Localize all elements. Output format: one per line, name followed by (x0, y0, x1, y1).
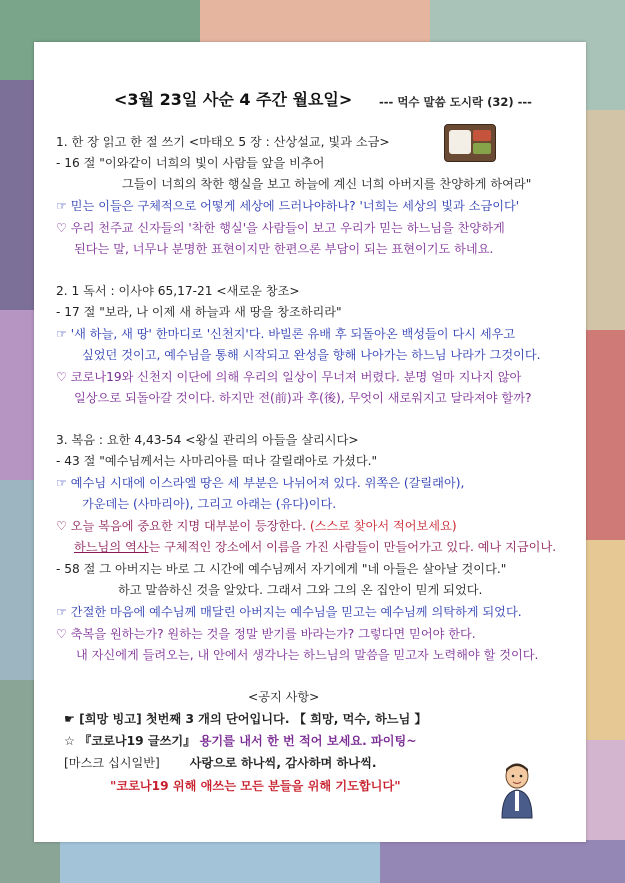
bg-patch (60, 840, 380, 883)
section3-verse58-line1: - 58 절 그 아버지는 바로 그 시간에 예수님께서 자기에게 "네 아들은 살아날 것이다." (56, 562, 507, 576)
section3-note-line2: 가운데는 (사마리아), 그리고 아래는 (유다)이다. (82, 497, 337, 511)
section1-verse-line1: - 16 절 "이와같이 너희의 빛이 사람들 앞을 비추어 (56, 156, 325, 170)
section1-heart-line2: 된다는 말, 너무나 분명한 표현이지만 한편으론 부담이 되는 표현이기도 하네요. (74, 242, 494, 256)
notice-prayer-line: "코로나19 위해 애쓰는 모든 분들을 위해 기도합니다" (110, 779, 401, 793)
section2-heading: 2. 1 독서 : 이사야 65,17-21 <새로운 창조> (56, 284, 300, 298)
section2-note-line1: ☞ '새 하늘, 새 땅' 한마디로 '신천지'다. 바빌론 유배 후 되돌아온 백성들이 다시 세우고 (56, 327, 516, 341)
notice-line3 (64, 755, 376, 771)
notice-writing-text: 용기를 내서 한 번 적어 보세요. 파이팅~ (199, 734, 417, 748)
section3-heart2-line1: ♡ 축복을 원하는가? 원하는 것을 정말 받기를 바라는가? 그렇다면 믿어야 한다. (56, 627, 476, 641)
section3-verse58-line2: 하고 말씀하신 것을 알았다. 그래서 그와 그의 온 집안이 믿게 되었다. (118, 583, 483, 597)
section3-note2: ☞ 간절한 마음에 예수님께 매달린 아버지는 예수님을 믿고는 예수님께 의탁하게 되었다. (56, 605, 522, 619)
notice-heading: <공지 사항> (248, 690, 320, 704)
notice-mask-text: 사랑으로 하나씩, 감사하며 하나씩. (189, 756, 377, 770)
section1-note: ☞ 믿는 이들은 구체적으로 어떻게 세상에 드러나야하나? '너희는 세상의 빛과 소금이다' (56, 199, 520, 213)
notice-bingo-words: 【 희망, 먹수, 하느님 】 (293, 712, 427, 726)
history-rest-text: 는 구체적인 장소에서 이름을 가진 사람들이 만들어가고 있다. 예나 지금이나. (148, 540, 557, 554)
document-page (34, 42, 586, 842)
section3-heart2-line2: 내 자신에게 들려오는, 내 안에서 생각나는 하느님의 말씀을 믿고자 노력해야 할 것이다. (76, 648, 539, 662)
notice-mask-label: [마스크 십시일반] (64, 756, 160, 770)
section1-heading: 1. 한 장 읽고 한 절 쓰기 <마태오 5 장 : 산상설교, 빛과 소금> (56, 135, 390, 149)
section3-heading: 3. 복음 : 요한 4,43-54 <왕실 관리의 아들을 살리시다> (56, 433, 359, 447)
section2-verse: - 17 절 "보라, 나 이제 새 하늘과 새 땅을 창조하리라" (56, 305, 342, 319)
section2-heart-line2: 일상으로 되돌아갈 것이다. 하지만 전(前)과 후(後), 무엇이 새로워지고 달라져야 할까? (74, 391, 532, 405)
section2-note-line2: 싶었던 것이고, 예수님을 통해 시작되고 완성을 향해 나아가는 하느님 나라가 그것이다. (82, 348, 541, 362)
section1-verse-line2: 그들이 너희의 착한 행실을 보고 하늘에 계신 너희 아버지를 찬양하게 하여라" (122, 177, 532, 191)
page-title: <3월 23일 사순 4 주간 월요일> (114, 90, 353, 109)
section3-heart-red-text: (스스로 찾아서 적어보세요) (309, 519, 457, 533)
notice-bingo-text: ☛ [희망 빙고] 첫번째 3 개의 단어입니다. (64, 712, 290, 726)
notice-line2 (64, 733, 417, 749)
section2-heart-line1: ♡ 코로나19와 신천지 이단에 의해 우리의 일상이 무너져 버렸다. 분명 얼마 지나지 않아 (56, 370, 522, 384)
bento-box-image (444, 124, 496, 162)
page-subtitle: --- 먹수 말씀 도시락 (32) --- (379, 95, 532, 109)
section3-note-line1: ☞ 예수님 시대에 이스라엘 땅은 세 부분은 나뉘어져 있다. 위쪽은 (갈릴래아), (56, 476, 465, 490)
person-illustration (496, 760, 538, 820)
section3-history-line (74, 539, 556, 555)
notice-writing-label: ☆ 『코로나19 글쓰기』 (64, 734, 196, 748)
history-underlined-text: 하느님의 역사 (74, 540, 149, 554)
section3-heart-line1 (56, 518, 457, 534)
section1-heart-line1: ♡ 우리 천주교 신자들의 '착한 행실'을 사람들이 보고 우리가 믿는 하느님을 찬양하게 (56, 221, 505, 235)
section3-verse: - 43 절 "예수님께서는 사마리아를 떠나 갈릴래아로 가셨다." (56, 454, 378, 468)
notice-line1 (64, 711, 427, 727)
section3-heart-text: ♡ 오늘 복음에 중요한 지명 대부분이 등장한다. (56, 519, 306, 533)
bg-patch (380, 840, 625, 883)
